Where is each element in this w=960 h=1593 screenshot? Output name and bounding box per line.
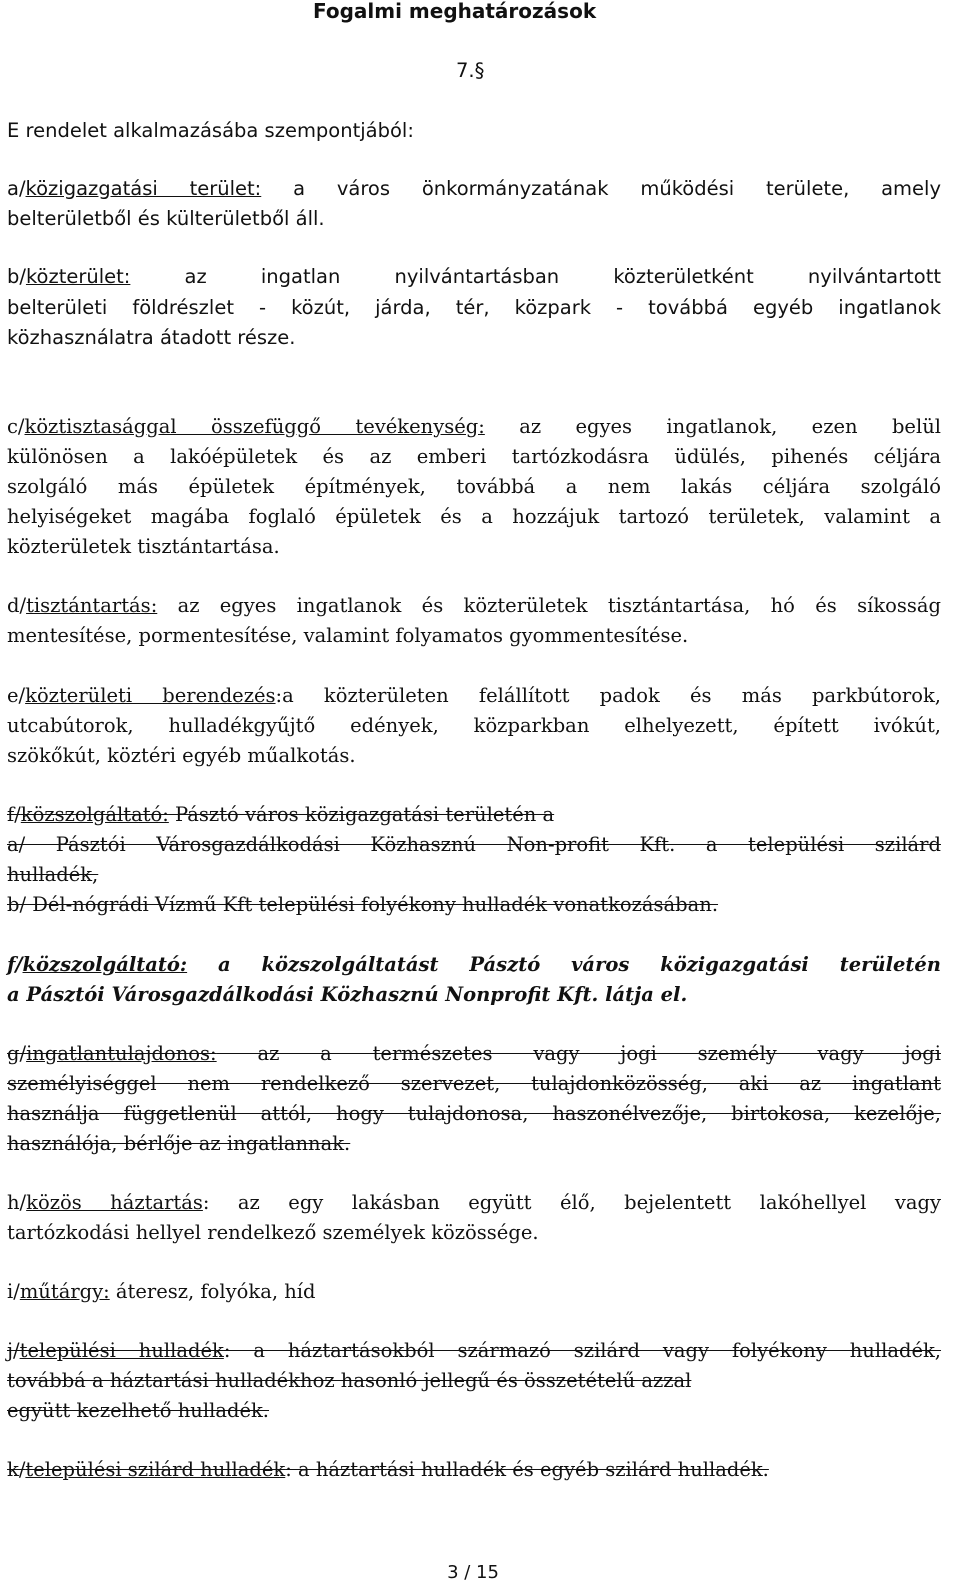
definition-b <box>7 262 941 292</box>
definition-c-line1: az egyes ingatlanok, ezen belül <box>484 415 941 438</box>
term-d: tisztántartás: <box>26 594 158 617</box>
definition-e <box>7 681 941 711</box>
definition-j-line2: továbbá a háztartási hulladékhoz hasonló jellegű és összetételű azzal <box>7 1369 692 1392</box>
definition-g-line2: személyiséggel nem rendelkező szervezet, tulajdonközösség, aki az ingatlant <box>7 1072 941 1095</box>
label-h: h/ <box>7 1191 27 1214</box>
label-d: d/ <box>7 594 27 617</box>
label-b: b/ <box>7 265 26 288</box>
definition-g-line3: használja függetlenül attól, hogy tulajdonosa, haszonélvezője, birtokosa, kezelője, <box>7 1102 941 1125</box>
definition-c-line3: szolgáló más épületek építmények, továbbá a nem lakás céljára szolgáló <box>7 475 941 498</box>
definition-e-line1: :a közterületen felállított padok és más parkbútorok, <box>275 684 942 707</box>
label-i: i/ <box>7 1280 20 1303</box>
definition-j <box>7 1336 941 1366</box>
definition-f-new-line2: a Pásztói Városgazdálkodási Közhasznú Nonprofit Kft. látja el. <box>7 983 688 1006</box>
definition-c-line4: helyiségeket magába foglaló épületek és a hozzájuk tartozó területek, valamint a <box>7 505 941 528</box>
term-f-new: közszolgáltató: <box>22 953 188 976</box>
label-c: c/ <box>7 415 25 438</box>
section-number: 7.§ <box>456 59 485 82</box>
definition-g-line4: használója, bérlője az ingatlannak. <box>7 1132 351 1155</box>
definition-i-line1: áteresz, folyóka, híd <box>109 1280 316 1303</box>
definition-h-line1: : az egy lakásban együtt élő, bejelentett lakóhellyel vagy <box>202 1191 941 1214</box>
label-f-new: f/ <box>7 953 23 976</box>
term-b: közterület: <box>25 265 131 288</box>
definition-f-new <box>7 950 941 980</box>
label-a: a/ <box>7 177 26 200</box>
definition-k <box>7 1455 769 1485</box>
definition-i <box>7 1277 316 1307</box>
definition-h-line2: tartózkodási hellyel rendelkező személyek közössége. <box>7 1221 539 1244</box>
term-j: települési hulladék <box>19 1339 224 1362</box>
label-g: g/ <box>7 1042 27 1065</box>
definition-d-line2: mentesítése, pormentesítése, valamint folyamatos gyommentesítése. <box>7 624 689 647</box>
term-h: közös háztartás <box>26 1191 203 1214</box>
definition-d <box>7 591 941 621</box>
label-k: k/ <box>7 1458 26 1481</box>
definition-c-line2: különösen a lakóépületek és az emberi tartózkodásra üdülés, pihenés céljára <box>7 445 941 468</box>
page-number: 3 / 15 <box>447 1562 499 1583</box>
definition-c <box>7 412 941 442</box>
definition-f-old-line1: Pásztó város közigazgatási területén a <box>168 803 555 826</box>
definition-b-line1: az ingatlan nyilvántartásban közterületként nyilvántartott <box>130 265 941 288</box>
term-f-old: közszolgáltató: <box>20 803 169 826</box>
definition-b-line3: közhasználatra átadott része. <box>7 326 296 349</box>
definition-j-line3: együtt kezelhető hulladék. <box>7 1399 270 1422</box>
definition-d-line1: az egyes ingatlanok és közterületek tisztántartása, hó és síkosság <box>157 594 941 617</box>
term-i: műtárgy: <box>19 1280 110 1303</box>
term-k: települési szilárd hulladék <box>25 1458 286 1481</box>
definition-e-line3: szökőkút, köztéri egyéb műalkotás. <box>7 744 356 767</box>
definition-g-line1: az a természetes vagy jogi személy vagy jogi <box>216 1042 941 1065</box>
intro-text: E rendelet alkalmazásába szempontjából: <box>7 119 414 142</box>
definition-e-line2: utcabútorok, hulladékgyűjtő edények, közparkban elhelyezett, épített ivókút, <box>7 714 941 737</box>
definition-j-line1: : a háztartásokból származó szilárd vagy folyékony hulladék, <box>223 1339 942 1362</box>
definition-f-old-line2: a/ Pásztói Városgazdálkodási Közhasznú Non-profit Kft. a települési szilárd <box>7 833 941 856</box>
definition-b-line2: belterületi földrészlet - közút, járda, tér, közpark - továbbá egyéb ingatlanok <box>7 296 941 319</box>
label-j: j/ <box>7 1339 20 1362</box>
label-e: e/ <box>7 684 26 707</box>
definition-h <box>7 1188 941 1218</box>
definition-a-line2: belterületből és külterületből áll. <box>7 207 325 230</box>
definition-k-line1: : a háztartási hulladék és egyéb szilárd hulladék. <box>285 1458 769 1481</box>
definition-f-old-line4: b/ Dél-nógrádi Vízmű Kft települési folyékony hulladék vonatkozásában. <box>7 893 719 916</box>
definition-f-old <box>7 800 554 830</box>
label-f-old: f/ <box>7 803 21 826</box>
definition-f-new-line1: a közszolgáltatást Pásztó város közigazgatási területén <box>187 953 941 976</box>
term-g: ingatlantulajdonos: <box>26 1042 217 1065</box>
term-e: közterületi berendezés <box>25 684 276 707</box>
definition-g <box>7 1039 941 1069</box>
term-c: köztisztasággal összefüggő tevékenység: <box>24 415 485 438</box>
definition-c-line5: közterületek tisztántartása. <box>7 535 280 558</box>
definition-f-old-line3: hulladék, <box>7 863 99 886</box>
page-title: Fogalmi meghatározások <box>313 0 597 23</box>
definition-a <box>7 174 941 204</box>
definition-a-line1: a város önkormányzatának működési területe, amely <box>261 177 941 200</box>
term-a: közigazgatási terület: <box>25 177 262 200</box>
